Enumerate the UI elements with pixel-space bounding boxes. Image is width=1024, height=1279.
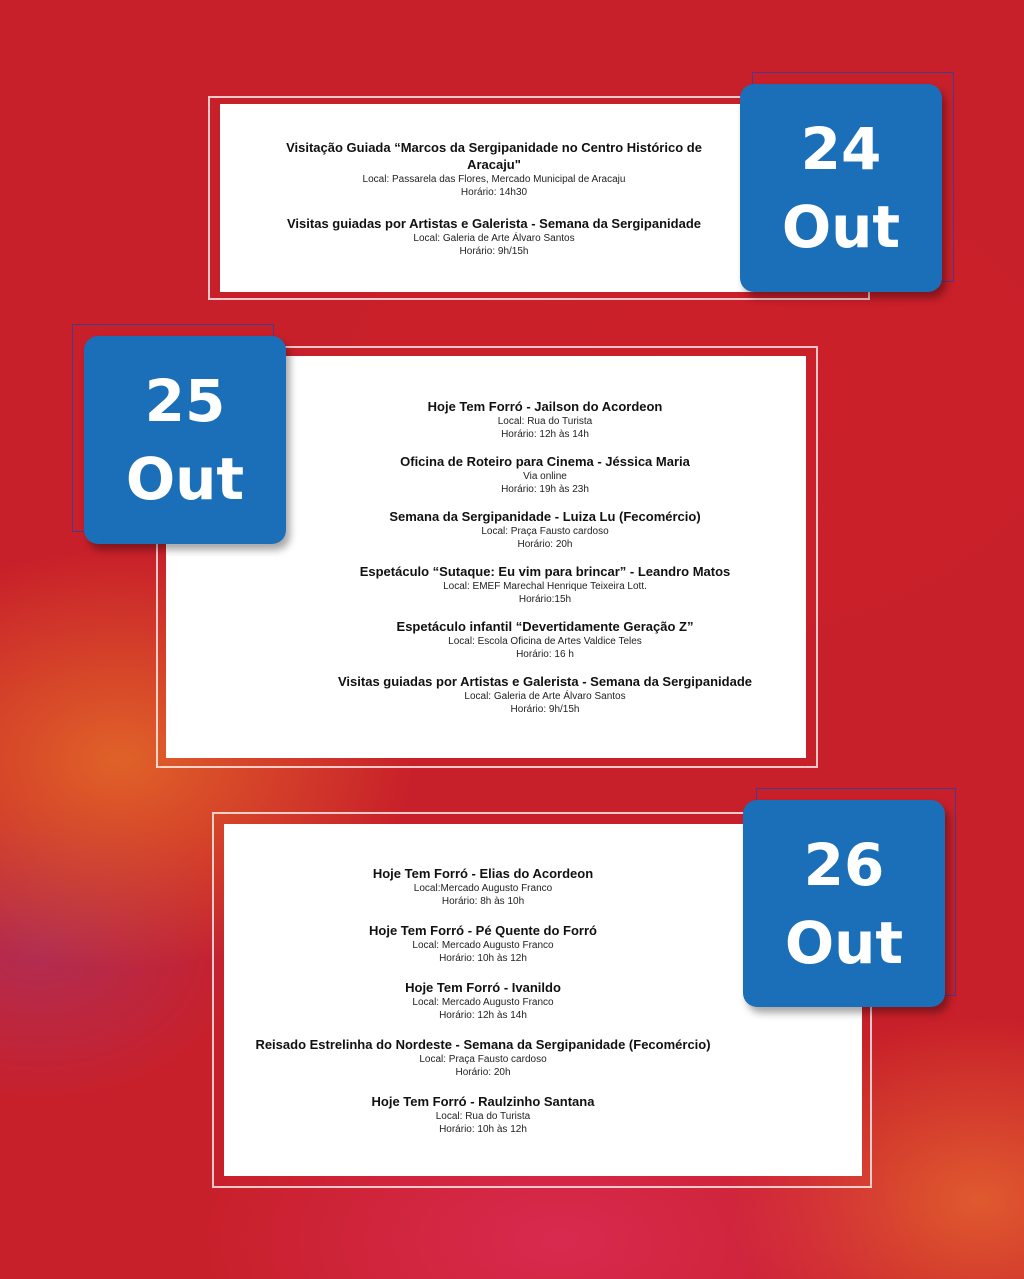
event-location: Via online	[523, 471, 567, 482]
event-time: Horário:15h	[518, 594, 572, 605]
event-time: Horário: 12h às 14h	[439, 1009, 527, 1021]
date-month: Out	[125, 445, 245, 513]
event-title: Semana da Sergipanidade - Luiza Lu (Fecomércio)	[389, 509, 701, 524]
event-item	[259, 139, 729, 199]
date-day: 25	[144, 367, 226, 435]
event-location: Local: Mercado Augusto Franco	[412, 939, 554, 951]
event-time: Horário: 20h	[517, 539, 573, 550]
event-title: Espetáculo “Sutaque: Eu vim para brincar” - Leandro Matos	[359, 564, 731, 579]
date-badge-26	[743, 800, 945, 1007]
event-item	[397, 618, 694, 661]
event-title: Oficina de Roteiro para Cinema - Jéssica Maria	[400, 454, 690, 469]
event-title: Visitas guiadas por Artistas e Galerista - Semana da Sergipanidade	[338, 674, 752, 689]
event-title: Hoje Tem Forró - Pé Quente do Forró	[369, 922, 597, 938]
event-location: Local: Mercado Augusto Franco	[412, 996, 554, 1008]
event-item	[338, 673, 752, 716]
event-location: Local: Praça Fausto cardoso	[481, 526, 609, 537]
event-item	[389, 508, 700, 551]
event-item	[372, 1093, 595, 1136]
event-location: Local: Escola Oficina de Artes Valdice Teles	[448, 636, 642, 647]
event-title: Hoje Tem Forró - Ivanildo	[405, 979, 561, 995]
event-title: Espetáculo infantil “Devertidamente Geração Z”	[396, 619, 694, 634]
event-list-24	[220, 104, 768, 292]
date-badge-24	[740, 84, 942, 292]
event-item	[428, 398, 663, 441]
event-location: Local: Rua do Turista	[435, 1110, 531, 1122]
event-time: Horário: 9h/15h	[459, 245, 529, 257]
event-time: Horário: 12h às 14h	[501, 429, 589, 440]
event-location: Local: EMEF Marechal Henrique Teixeira Lott.	[443, 581, 647, 592]
event-title: Hoje Tem Forró - Raulzinho Santana	[371, 1093, 595, 1109]
event-title: Reisado Estrelinha do Nordeste - Semana da Sergipanidade (Fecomércio)	[255, 1036, 711, 1052]
events-panel-24	[220, 104, 768, 292]
event-title: Hoje Tem Forró - Elias do Acordeon	[372, 865, 594, 881]
event-location: Local: Rua do Turista	[497, 416, 593, 427]
event-item	[369, 922, 597, 965]
event-time: Horário: 14h30	[460, 186, 528, 198]
event-time: Horário: 10h às 12h	[439, 952, 527, 964]
event-time: Horário: 9h/15h	[510, 704, 580, 715]
event-time: Horário: 10h às 12h	[439, 1123, 527, 1135]
event-location: Local: Galeria de Arte Álvaro Santos	[464, 691, 626, 702]
event-location: Local: Galeria de Arte Álvaro Santos	[413, 232, 575, 244]
event-location: Local:Mercado Augusto Franco	[413, 882, 553, 894]
event-item	[287, 215, 701, 258]
date-badge-25	[84, 336, 286, 544]
event-time: Horário: 19h às 23h	[501, 484, 589, 495]
event-item	[373, 865, 593, 908]
date-month: Out	[784, 908, 904, 977]
event-time: Horário: 8h às 10h	[441, 895, 525, 907]
event-title: Visitas guiadas por Artistas e Galerista - Semana da Sergipanidade	[287, 215, 701, 231]
date-day: 24	[800, 115, 882, 183]
event-item	[255, 1036, 710, 1079]
event-location: Local: Praça Fausto cardoso	[419, 1053, 547, 1065]
event-time: Horário: 16 h	[516, 649, 574, 660]
event-location: Local: Passarela das Flores, Mercado Municipal de Aracaju	[362, 173, 626, 185]
event-item	[405, 979, 561, 1022]
date-day: 26	[803, 830, 885, 899]
date-month: Out	[781, 193, 901, 261]
event-item	[400, 453, 690, 496]
event-time: Horário: 20h	[455, 1066, 511, 1078]
event-item	[360, 563, 731, 606]
event-title: Hoje Tem Forró - Jailson do Acordeon	[427, 399, 663, 414]
event-title: Visitação Guiada “Marcos da Sergipanidade no Centro Histórico de Aracaju"	[286, 139, 702, 172]
